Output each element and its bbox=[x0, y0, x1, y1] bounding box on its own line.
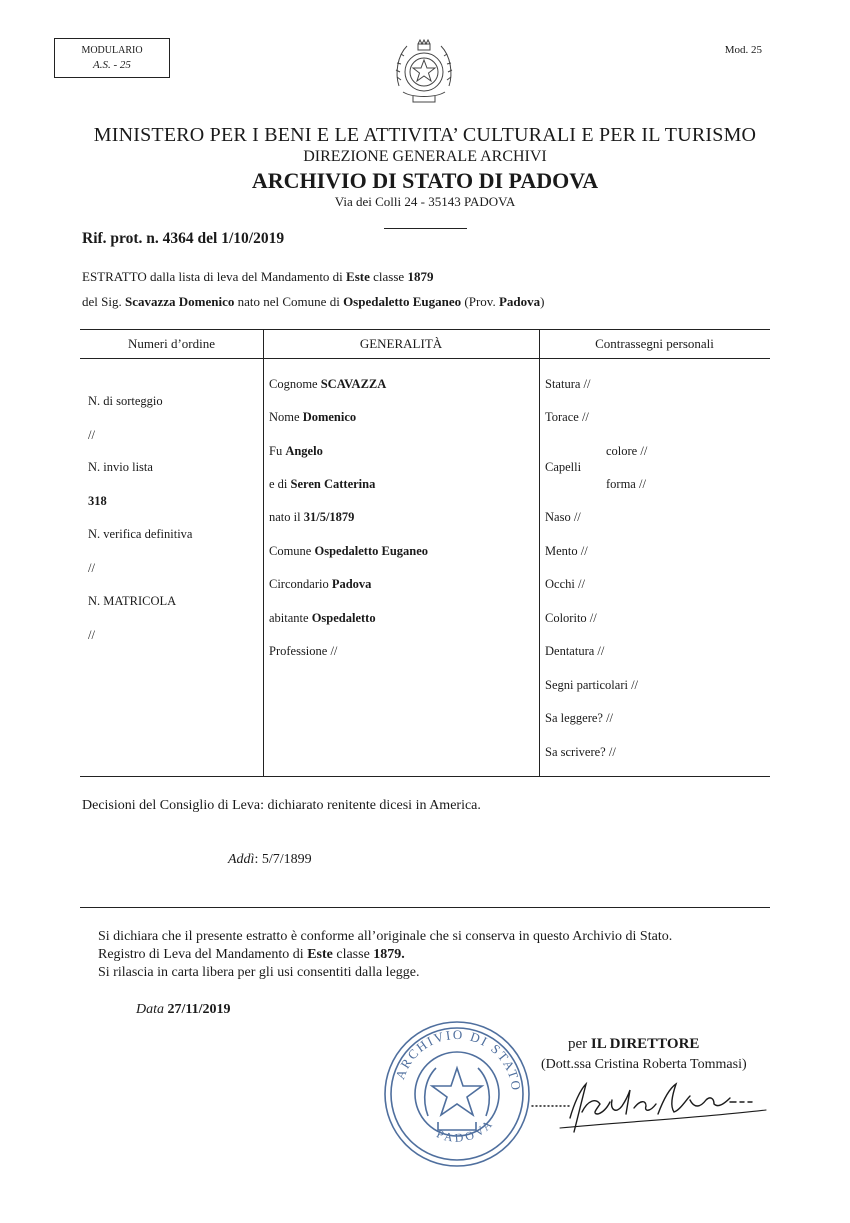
invio-label: N. invio lista bbox=[88, 460, 153, 474]
contrassegno-capelli-colore: colore // bbox=[606, 444, 648, 458]
official-stamp bbox=[378, 1016, 536, 1172]
generalita-value: 31/5/1879 bbox=[303, 510, 355, 524]
matricola-label: N. MATRICOLA bbox=[88, 594, 177, 608]
sorteggio-value: // bbox=[88, 428, 95, 442]
modulario-code: A.S. - 25 bbox=[93, 59, 131, 71]
signature-per: per bbox=[568, 1036, 591, 1052]
intro-text: ) bbox=[540, 294, 545, 309]
contrassegno-mento: Mento // bbox=[545, 544, 588, 558]
generalita-row bbox=[269, 410, 356, 425]
generalita-value: Domenico bbox=[302, 410, 357, 424]
declaration-line-2 bbox=[98, 947, 405, 963]
birth-province: Padova bbox=[498, 294, 541, 309]
generalita-label: Cognome bbox=[269, 377, 321, 391]
generalita-value: Angelo bbox=[285, 444, 323, 458]
person-name: Scavazza Domenico bbox=[124, 294, 235, 309]
sorteggio-label: N. di sorteggio bbox=[88, 394, 163, 408]
archive-title: ARCHIVIO DI STATO DI PADOVA bbox=[251, 168, 599, 193]
intro-text: ESTRATTO dalla lista di leva del Mandamento di bbox=[82, 269, 347, 284]
stamp-text-bottom: PADOVA bbox=[434, 1115, 497, 1145]
declaration-line-3: Si rilascia in carta libera per gli usi consentiti dalla legge. bbox=[98, 965, 420, 980]
table-bottom-rule bbox=[80, 776, 770, 777]
generalita-value: Padova bbox=[331, 577, 372, 591]
generalita-row bbox=[269, 544, 428, 559]
generalita-row bbox=[269, 611, 376, 626]
addi-value: : 5/7/1899 bbox=[254, 852, 312, 867]
header-generalita: GENERALITÀ bbox=[359, 336, 443, 351]
issue-date bbox=[136, 1002, 231, 1018]
intro-text: del Sig. bbox=[82, 294, 125, 309]
modulario-label: MODULARIO bbox=[81, 45, 143, 56]
declaration-text: Registro di Leva del Mandamento di bbox=[98, 947, 308, 962]
classe-year: 1879 bbox=[407, 269, 434, 284]
declaration-year: 1879. bbox=[373, 947, 405, 962]
mandamento: Este bbox=[346, 269, 370, 284]
contrassegno-scrivere: Sa scrivere? // bbox=[545, 745, 616, 759]
signature-title bbox=[568, 1036, 699, 1053]
intro-text: (Prov. bbox=[461, 294, 499, 309]
modulario-box bbox=[54, 38, 170, 78]
director-title: IL DIRETTORE bbox=[590, 1036, 700, 1052]
addi-label: Addì bbox=[228, 852, 255, 867]
generalita-row bbox=[269, 577, 371, 592]
contrassegno-capelli: Capelli bbox=[545, 460, 582, 474]
direction-title: DIREZIONE GENERALE ARCHIVI bbox=[303, 148, 547, 165]
generalita-row bbox=[269, 477, 375, 492]
declaration-place: Este bbox=[307, 947, 333, 962]
contrassegno-naso: Naso // bbox=[545, 510, 581, 524]
intro-text: classe bbox=[369, 269, 408, 284]
generalita-value: Ospedaletto Euganeo bbox=[314, 544, 429, 558]
contrassegno-statura: Statura // bbox=[545, 377, 591, 391]
generalita-label: Comune bbox=[269, 544, 315, 558]
generalita-row bbox=[269, 377, 386, 392]
reference-number: Rif. prot. n. 4364 del 1/10/2019 bbox=[82, 230, 285, 247]
data-label: Data bbox=[136, 1002, 168, 1017]
generalita-row bbox=[269, 444, 323, 459]
birth-comune: Ospedaletto Euganeo bbox=[343, 294, 462, 309]
table-top-rule bbox=[80, 329, 770, 330]
matricola-value: // bbox=[88, 628, 95, 642]
svg-text:PADOVA bbox=[434, 1115, 496, 1145]
contrassegno-colorito: Colorito // bbox=[545, 611, 597, 625]
table-column-divider bbox=[263, 329, 264, 777]
stamp-text-top: ARCHIVIO DI STATO bbox=[392, 1026, 525, 1093]
declaration-line-1: Si dichiara che il presente estratto è conforme all’originale che si conserva in questo Archivio di Stato. bbox=[98, 929, 673, 944]
generalita-row bbox=[269, 510, 354, 525]
generalita-row bbox=[269, 644, 337, 659]
declaration-text: classe bbox=[332, 947, 374, 962]
contrassegno-dentatura: Dentatura // bbox=[545, 644, 605, 658]
contrassegno-segni: Segni particolari // bbox=[545, 678, 639, 692]
contrassegno-occhi: Occhi // bbox=[545, 577, 585, 591]
generalita-value: SCAVAZZA bbox=[320, 377, 387, 391]
header-divider bbox=[384, 228, 467, 229]
table-header-rule bbox=[80, 358, 770, 359]
generalita-label: Circondario bbox=[269, 577, 332, 591]
generalita-label: Fu bbox=[269, 444, 286, 458]
contrassegno-leggere: Sa leggere? // bbox=[545, 711, 614, 725]
invio-value: 318 bbox=[88, 494, 107, 508]
director-name: (Dott.ssa Cristina Roberta Tommasi) bbox=[541, 1057, 747, 1072]
section-divider bbox=[80, 907, 770, 908]
generalita-label: e di bbox=[269, 477, 291, 491]
contrassegno-torace: Torace // bbox=[545, 410, 589, 424]
table-column-divider bbox=[539, 329, 540, 777]
mod-number: Mod. 25 bbox=[724, 44, 762, 56]
generalita-label: nato il bbox=[269, 510, 304, 524]
generalita-value: Ospedaletto bbox=[311, 611, 376, 625]
intro-text: nato nel Comune di bbox=[234, 294, 344, 309]
verifica-value: // bbox=[88, 561, 95, 575]
intro-line-1 bbox=[82, 269, 433, 285]
ministry-title: MINISTERO PER I BENI E LE ATTIVITA’ CULTURALI E PER IL TURISMO bbox=[93, 124, 757, 146]
header-contrassegni: Contrassegni personali bbox=[595, 336, 714, 351]
generalita-value: Seren Catterina bbox=[290, 477, 376, 491]
archive-address: Via dei Colli 24 - 35143 PADOVA bbox=[334, 194, 516, 209]
decisioni-text: Decisioni del Consiglio di Leva: dichiarato renitente dicesi in America. bbox=[82, 798, 481, 813]
generalita-label: Professione // bbox=[269, 644, 338, 658]
handwritten-signature bbox=[530, 1070, 770, 1140]
data-value: 27/11/2019 bbox=[167, 1002, 231, 1017]
header-numeri: Numeri d’ordine bbox=[127, 336, 215, 351]
verifica-label: N. verifica definitiva bbox=[88, 527, 193, 541]
addi-date bbox=[228, 852, 312, 868]
generalita-label: Nome bbox=[269, 410, 303, 424]
contrassegno-capelli-forma: forma // bbox=[606, 477, 646, 491]
generalita-label: abitante bbox=[269, 611, 312, 625]
intro-line-2 bbox=[82, 294, 544, 310]
italian-emblem-icon bbox=[391, 36, 457, 108]
